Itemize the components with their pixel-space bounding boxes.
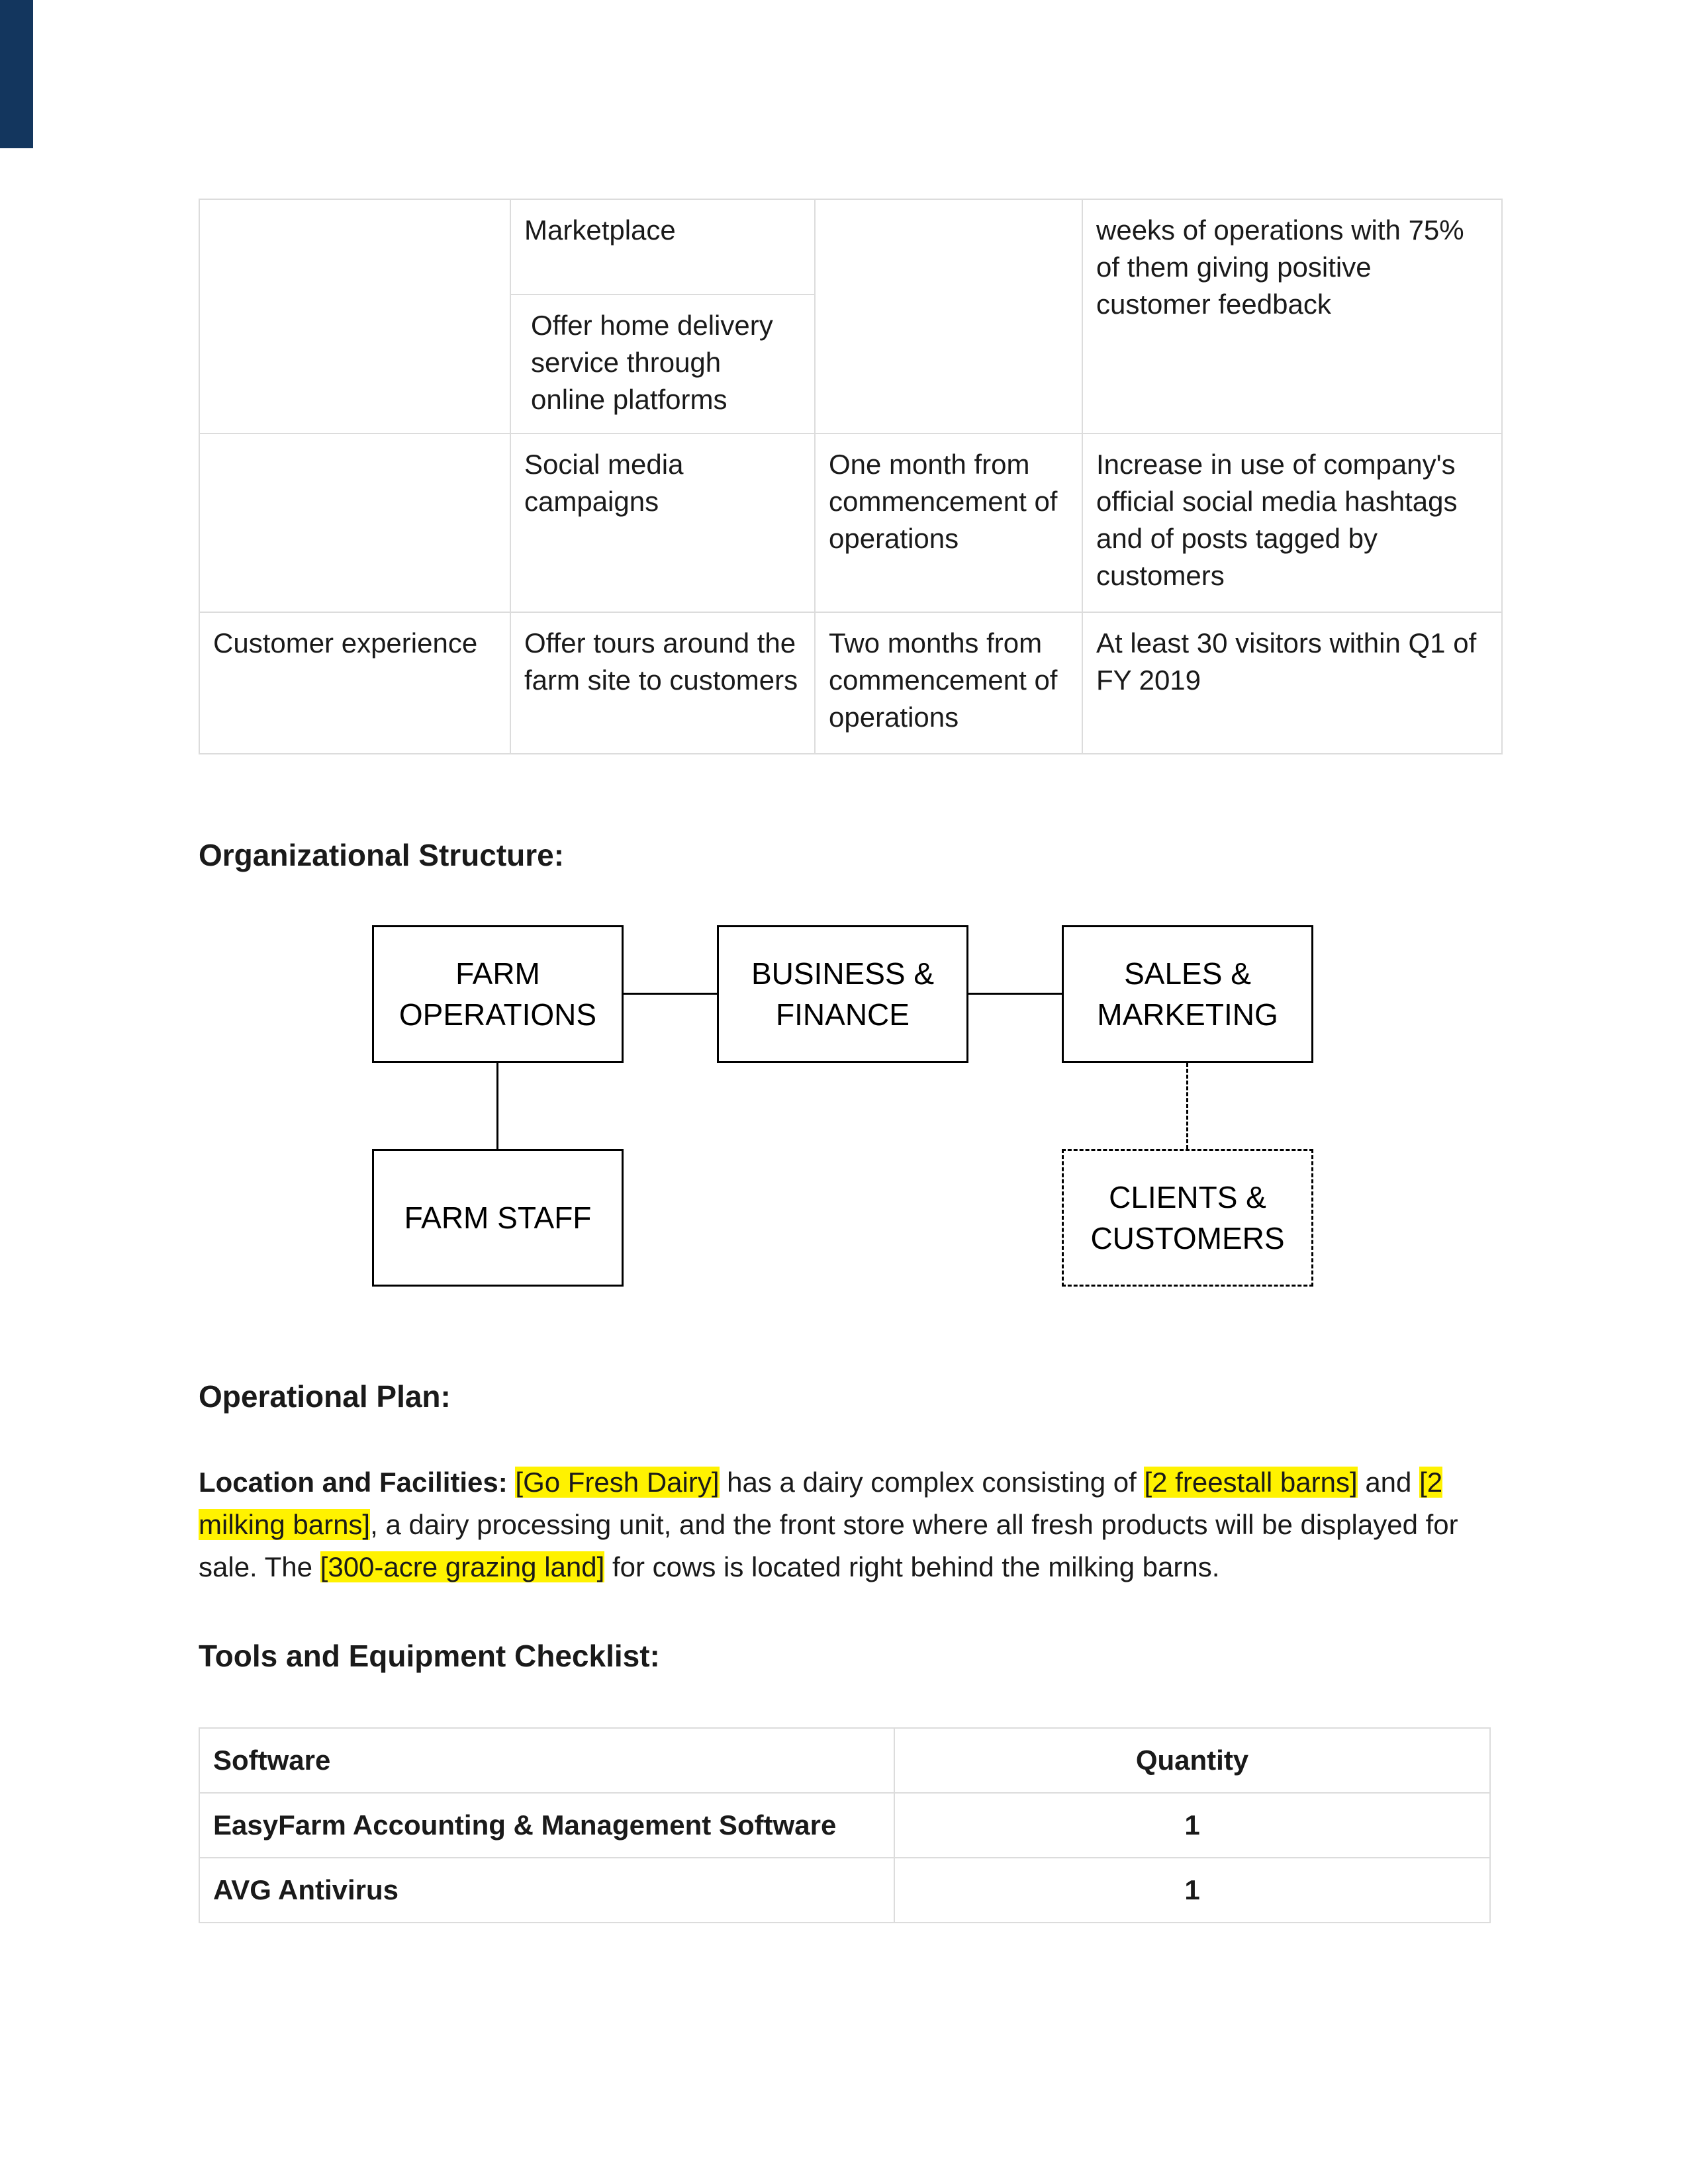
tools-heading: Tools and Equipment Checklist:: [199, 1639, 660, 1673]
goals-table: [199, 199, 1503, 754]
org-box-clients-customers: CLIENTS & CUSTOMERS: [1062, 1149, 1313, 1287]
org-connector-dashed: [1186, 1063, 1188, 1149]
org-connector: [496, 1063, 498, 1149]
org-structure-heading: Organizational Structure:: [199, 838, 565, 872]
org-box-business-finance: BUSINESS & FINANCE: [717, 925, 968, 1063]
table-cell: 1: [894, 1858, 1490, 1923]
highlight-freestall-barns: [2 freestall barns]: [1144, 1467, 1358, 1498]
accent-bar: [0, 0, 33, 148]
table-cell: Offer tours around the farm site to customers: [510, 612, 815, 754]
org-box-sales-marketing: SALES & MARKETING: [1062, 925, 1313, 1063]
table-row: [199, 1858, 1490, 1923]
table-row: [199, 1793, 1490, 1858]
table-cell: Customer experience: [199, 612, 510, 754]
column-header: Software: [199, 1728, 894, 1793]
table-cell: [199, 199, 510, 433]
table-header-row: [199, 1728, 1490, 1793]
table-cell: Two months from commencement of operations: [815, 612, 1082, 754]
column-header: Quantity: [894, 1728, 1490, 1793]
table-row: [199, 433, 1502, 612]
table-cell: AVG Antivirus: [199, 1858, 894, 1923]
table-cell: weeks of operations with 75% of them giving positive customer feedback: [1082, 199, 1502, 433]
org-connector: [968, 993, 1062, 995]
org-box-farm-staff: FARM STAFF: [372, 1149, 624, 1287]
highlight-company: [Go Fresh Dairy]: [515, 1467, 720, 1498]
highlight-milking-barns: [2 milking barns]: [199, 1467, 1443, 1540]
table-cell: [815, 199, 1082, 433]
table-cell: At least 30 visitors within Q1 of FY 2019: [1082, 612, 1502, 754]
table-cell: Social media campaigns: [510, 433, 815, 612]
table-cell: Increase in use of company's official social media hashtags and of posts tagged by customers: [1082, 433, 1502, 612]
table-cell: [199, 433, 510, 612]
highlight-grazing-land: [300-acre grazing land]: [320, 1551, 605, 1582]
table-cell: Marketplace: [510, 199, 815, 295]
org-box-farm-operations: FARM OPERATIONS: [372, 925, 624, 1063]
table-cell: Offer home delivery service through online platforms: [510, 295, 815, 433]
equipment-table: [199, 1727, 1491, 1923]
table-row: [199, 199, 1502, 295]
location-label: Location and Facilities:: [199, 1467, 508, 1498]
table-cell: One month from commencement of operations: [815, 433, 1082, 612]
location-paragraph: Location and Facilities: [Go Fresh Dairy] has a dairy complex consisting of [2 freestall barns] and [2 milking barns], a dairy processing unit, and the front store where all fresh products will be displayed for sale. The [300-acre grazing land] for cows is located right behind the milking barns.: [199, 1467, 1458, 1582]
table-cell: EasyFarm Accounting & Management Software: [199, 1793, 894, 1858]
table-cell: 1: [894, 1793, 1490, 1858]
org-connector: [624, 993, 717, 995]
operational-plan-heading: Operational Plan:: [199, 1379, 451, 1414]
table-row: [199, 612, 1502, 754]
